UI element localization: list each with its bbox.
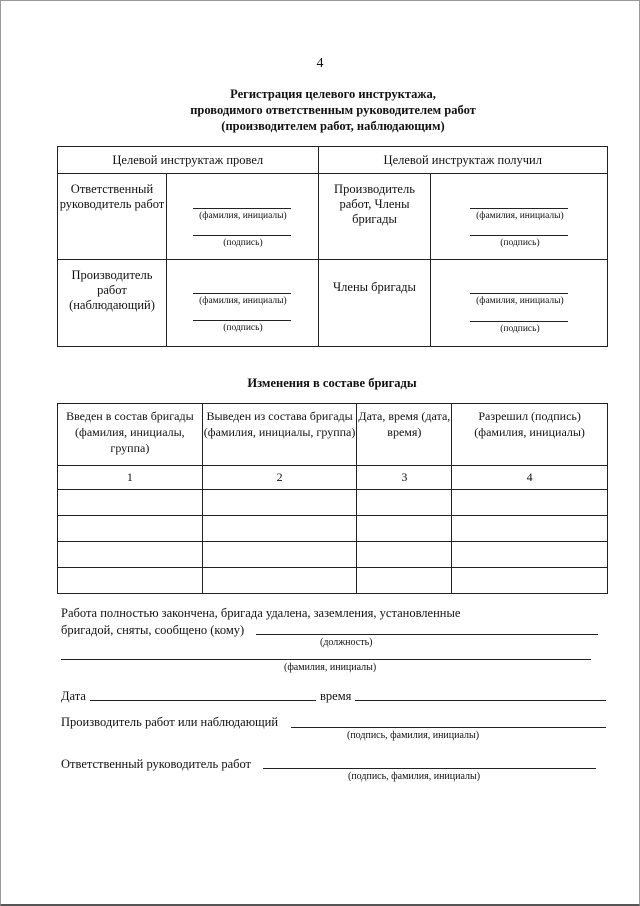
column-header-added: Введен в состав бригады (фамилия, инициалы, группа)	[58, 404, 203, 466]
table-row	[58, 516, 608, 542]
signature-line	[193, 293, 291, 294]
date-label: Дата	[61, 689, 86, 703]
signature-line	[193, 320, 291, 321]
column-number: 2	[202, 466, 357, 490]
time-input-line[interactable]	[355, 700, 606, 701]
date-input-line[interactable]	[90, 700, 316, 701]
page-number: 4	[316, 56, 324, 71]
position-caption: (должность)	[320, 637, 373, 648]
signature-line	[193, 235, 291, 236]
name-caption: (фамилия, инициалы)	[476, 296, 564, 306]
signature-line	[193, 208, 291, 209]
signature-caption: (подпись)	[223, 238, 263, 248]
foreman-label: Производитель работ или наблюдающий	[61, 715, 279, 729]
changes-table	[57, 403, 608, 594]
table-row	[58, 490, 608, 516]
column-header-removed: Выведен из состава бригады (фамилия, инициалы, группа)	[202, 404, 357, 466]
header-conducted: Целевой инструктаж провел	[58, 147, 319, 174]
role-label-foreman-members: Производитель работ, Члены бригады	[318, 174, 431, 260]
table-cell[interactable]	[58, 568, 203, 594]
signature-cell[interactable]	[166, 260, 318, 347]
title-line-3: (производителем работ, наблюдающим)	[221, 119, 445, 133]
name-caption: (фамилия, инициалы)	[199, 211, 287, 221]
instruction-table	[57, 146, 608, 347]
table-cell[interactable]	[202, 490, 357, 516]
completion-text-line-1: Работа полностью закончена, бригада удалена, заземления, установленные	[61, 606, 461, 620]
column-header-datetime: Дата, время (дата, время)	[357, 404, 452, 466]
name-caption: (фамилия, инициалы)	[284, 662, 377, 673]
time-label: время	[320, 689, 352, 703]
signature-caption: (подпись)	[223, 323, 263, 333]
foreman-signature-line[interactable]	[291, 727, 606, 728]
table-cell[interactable]	[58, 542, 203, 568]
signature-cell[interactable]	[431, 260, 608, 347]
signature-line	[470, 208, 568, 209]
title-line-2: проводимого ответственным руководителем работ	[190, 103, 476, 117]
column-header-approved: Разрешил (подпись) (фамилия, инициалы)	[452, 404, 608, 466]
manager-signature-line[interactable]	[263, 768, 596, 769]
signature-cell[interactable]	[166, 174, 318, 260]
table-cell[interactable]	[58, 490, 203, 516]
foreman-caption: (подпись, фамилия, инициалы)	[347, 730, 480, 741]
signature-line	[470, 293, 568, 294]
signature-caption: (подпись)	[500, 238, 540, 248]
manager-label: Ответственный руководитель работ	[61, 757, 252, 771]
name-caption: (фамилия, инициалы)	[199, 296, 287, 306]
role-label-members: Члены бригады	[318, 260, 431, 347]
table-cell[interactable]	[452, 568, 608, 594]
table-cell[interactable]	[357, 568, 452, 594]
recipient-name-line[interactable]	[61, 659, 591, 660]
signature-cell[interactable]	[431, 174, 608, 260]
table-cell[interactable]	[202, 516, 357, 542]
changes-title: Изменения в составе бригады	[247, 376, 417, 390]
table-cell[interactable]	[58, 516, 203, 542]
column-number: 4	[452, 466, 608, 490]
table-row	[58, 542, 608, 568]
column-number: 1	[58, 466, 203, 490]
title-line-1: Регистрация целевого инструктажа,	[230, 87, 436, 101]
role-label-foreman: Производитель работ (наблюдающий)	[58, 260, 167, 347]
document-title	[0, 86, 640, 134]
table-cell[interactable]	[357, 490, 452, 516]
table-cell[interactable]	[452, 490, 608, 516]
signature-caption: (подпись)	[500, 324, 540, 334]
signature-line	[470, 235, 568, 236]
completion-text-line-2: бригадой, сняты, сообщено (кому)	[61, 623, 245, 637]
table-cell[interactable]	[357, 542, 452, 568]
role-label-manager: Ответственный руководитель работ	[58, 174, 167, 260]
table-cell[interactable]	[452, 542, 608, 568]
recipient-input-line[interactable]	[256, 634, 598, 635]
table-cell[interactable]	[452, 516, 608, 542]
table-row	[58, 568, 608, 594]
column-number: 3	[357, 466, 452, 490]
signature-line	[470, 321, 568, 322]
manager-caption: (подпись, фамилия, инициалы)	[348, 771, 481, 782]
table-cell[interactable]	[202, 542, 357, 568]
table-cell[interactable]	[202, 568, 357, 594]
table-cell[interactable]	[357, 516, 452, 542]
header-received: Целевой инструктаж получил	[318, 147, 607, 174]
name-caption: (фамилия, инициалы)	[476, 211, 564, 221]
